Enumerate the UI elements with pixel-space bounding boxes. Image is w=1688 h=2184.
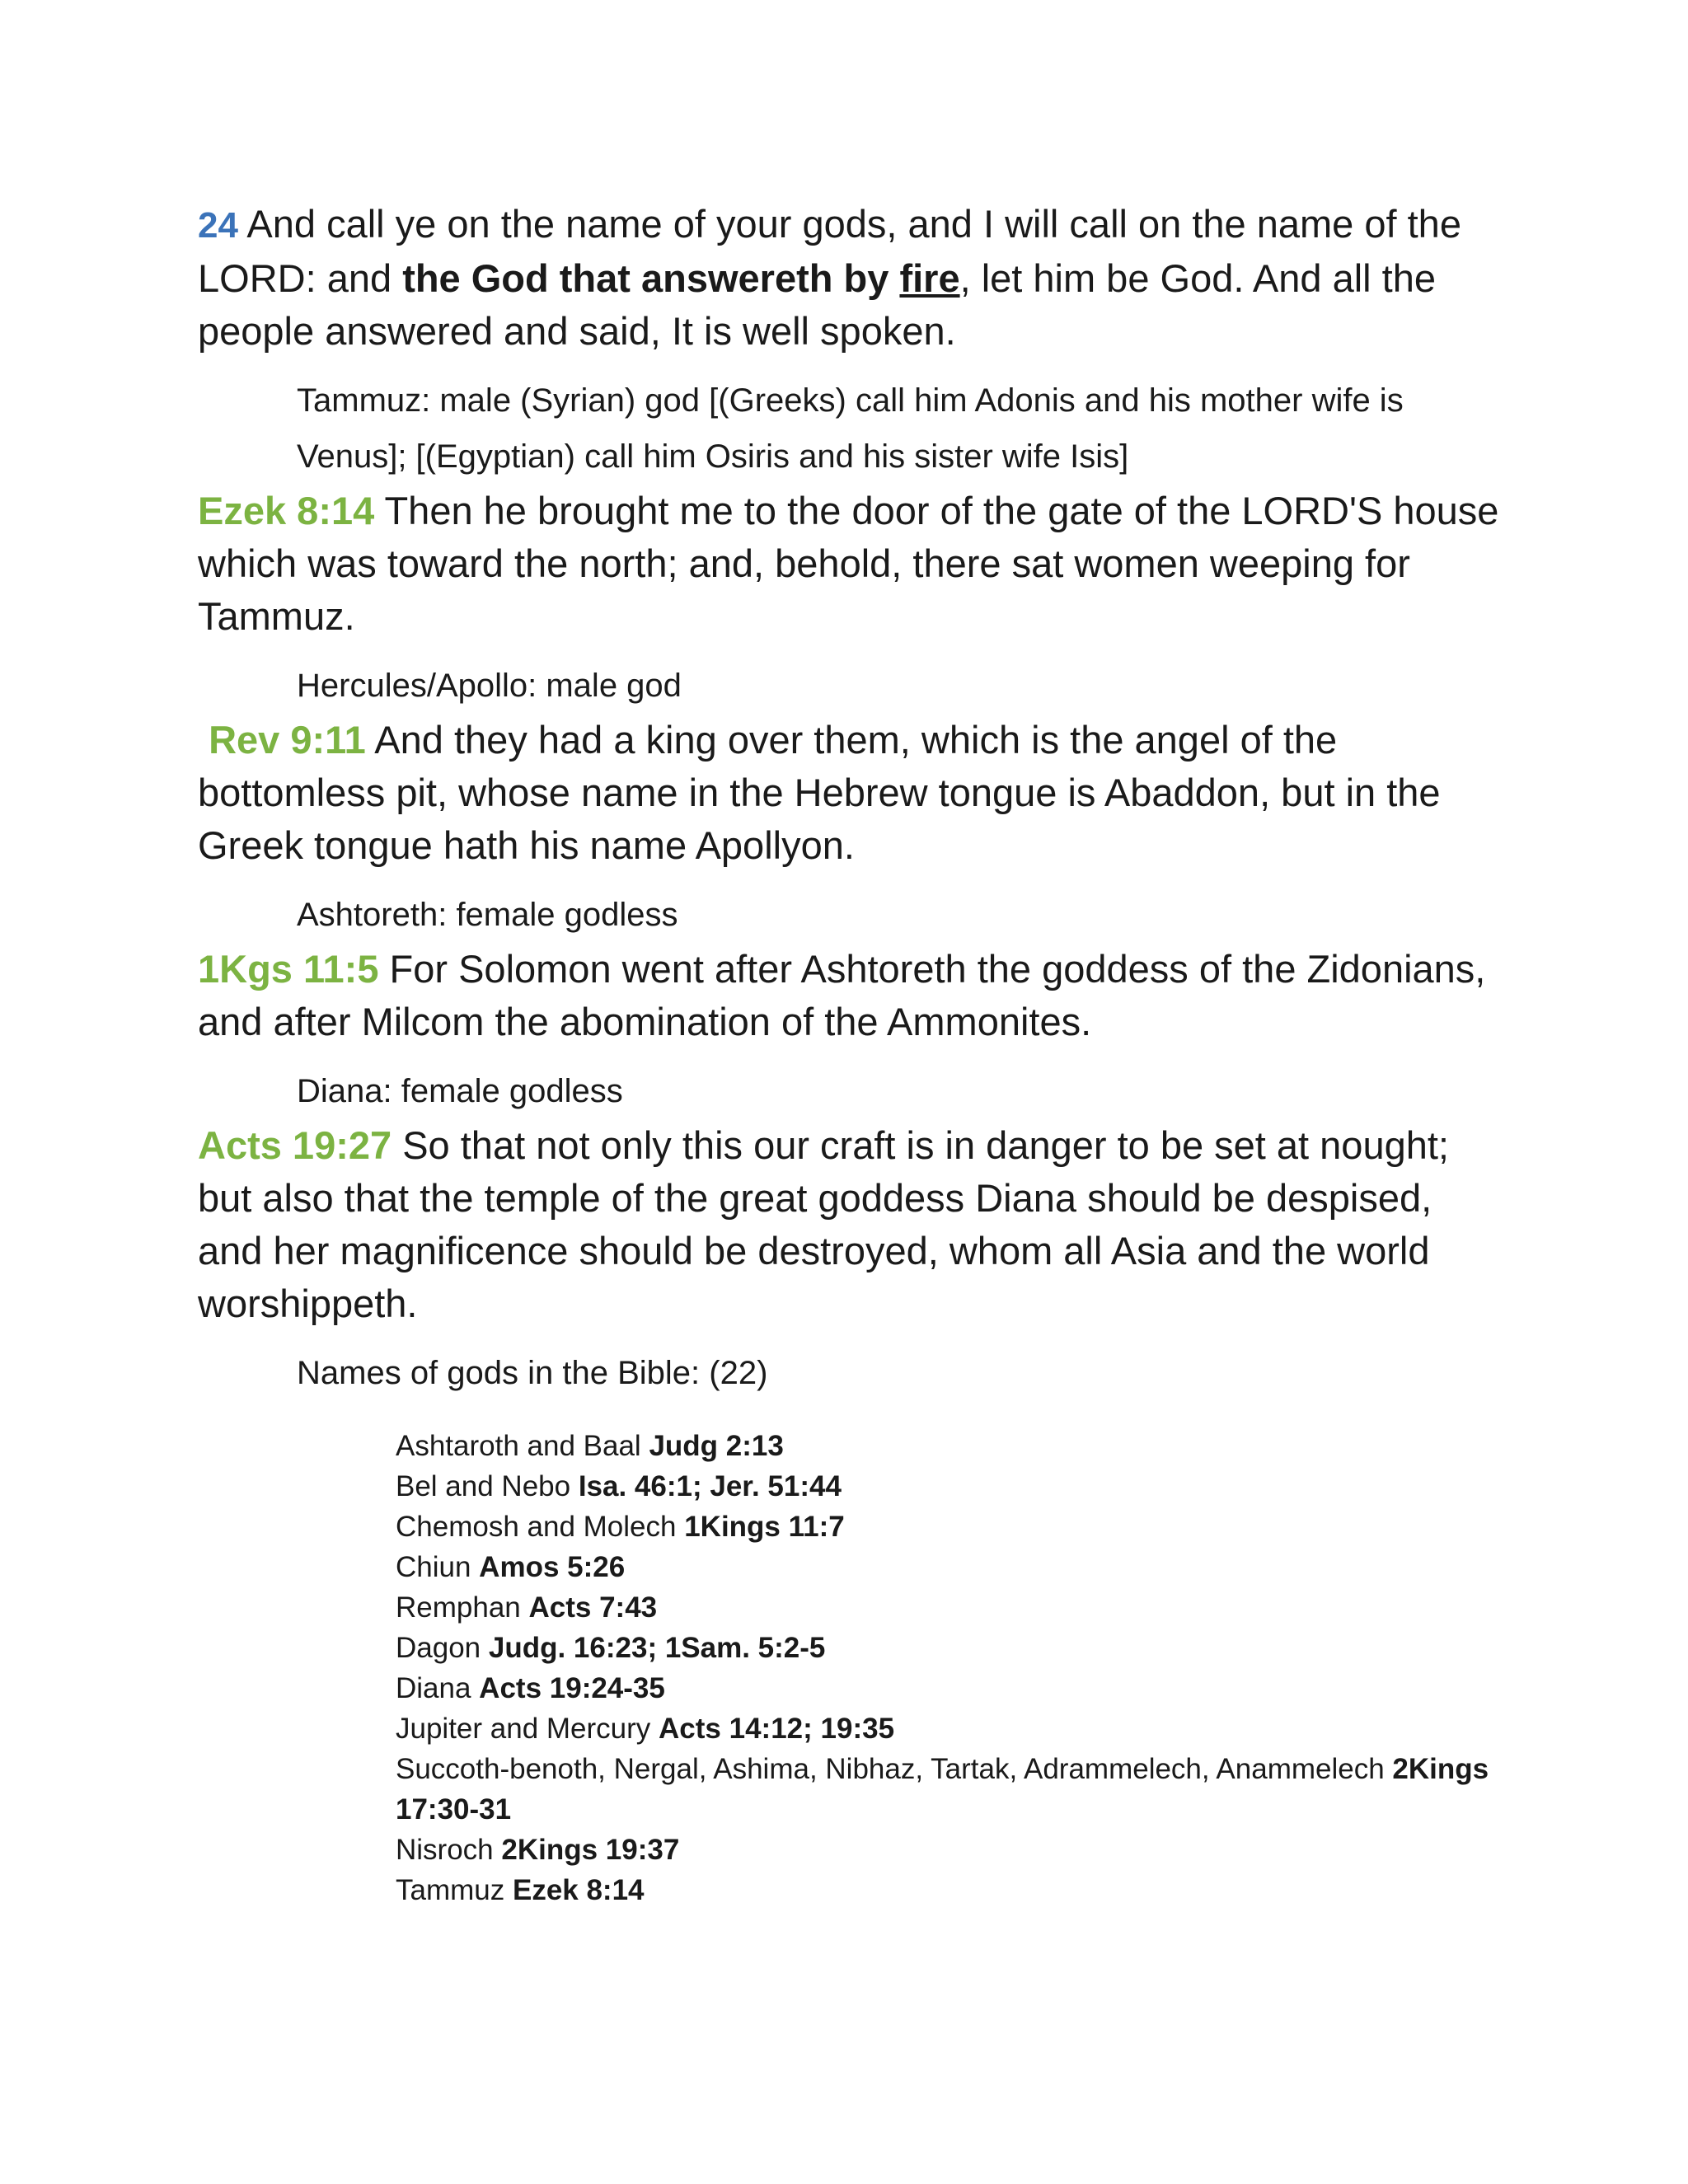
- verse-text: For Solomon went after Ashtoreth the goddess of the Zidonians, and after Milcom the abomination of the Ammonites.: [198, 947, 1486, 1043]
- verse-number: 24: [198, 205, 238, 246]
- verse-rev: [198, 714, 1500, 872]
- god-ref: Isa. 46:1; Jer. 51:44: [578, 1470, 842, 1502]
- verse-kgs: [198, 943, 1500, 1048]
- god-name: Succoth-benoth, Nergal, Ashima, Nibhaz, Tartak, Adrammelech, Anammelech: [396, 1753, 1393, 1785]
- list-item: [396, 1628, 1500, 1668]
- document-page: [198, 198, 1500, 1910]
- god-ref: Judg. 16:23; 1Sam. 5:2-5: [488, 1632, 826, 1664]
- god-name: Dagon: [396, 1632, 489, 1664]
- verse-24: [198, 198, 1500, 358]
- note-hercules: Hercules/Apollo: male god: [297, 668, 682, 704]
- list-item: [396, 1466, 1500, 1507]
- god-ref: 1Kings 11:7: [684, 1511, 845, 1543]
- verse-fire-text: fire: [899, 256, 960, 300]
- god-ref: Acts 19:24-35: [479, 1672, 665, 1704]
- note-ashtoreth: Ashtoreth: female godless: [297, 897, 678, 933]
- verse-ezek: [198, 485, 1500, 643]
- god-ref: Acts 14:12; 19:35: [659, 1713, 895, 1745]
- list-heading: Names of gods in the Bible: (22): [297, 1355, 768, 1391]
- verse-bold-text: the God that answereth by: [402, 256, 900, 300]
- list-item: [396, 1507, 1500, 1547]
- note-tammuz: [198, 373, 1500, 485]
- gods-list: [198, 1426, 1500, 1910]
- verse-text: And they had a king over them, which is the angel of the bottomless pit, whose name in the Hebrew tongue is Abaddon, but in the Greek tongue hath his name Apollyon.: [198, 718, 1441, 867]
- note-diana: Diana: female godless: [297, 1073, 623, 1109]
- god-ref: 2Kings 17:30-31: [396, 1753, 1489, 1825]
- god-ref: Amos 5:26: [479, 1551, 626, 1583]
- god-name: Bel and Nebo: [396, 1470, 579, 1502]
- verse-text: And call ye on the name of your gods, and I will call on the name of the LORD: and: [198, 202, 1461, 300]
- god-name: Remphan: [396, 1591, 529, 1624]
- verse-ref: Rev 9:11: [209, 718, 366, 762]
- verse-ref: 1Kgs 11:5: [198, 947, 379, 991]
- god-ref: Ezek 8:14: [512, 1874, 645, 1906]
- note-tammuz-line1: Tammuz: male (Syrian) god [(Greeks) call him Adonis and his mother wife is: [297, 382, 1404, 419]
- god-name: Jupiter and Mercury: [396, 1713, 659, 1745]
- list-item: [396, 1708, 1500, 1749]
- list-item: [396, 1830, 1500, 1870]
- verse-text: Then he brought me to the door of the gate of the LORD'S house which was toward the north; and, behold, there sat women weeping for Tammuz.: [198, 489, 1499, 638]
- list-item: [396, 1547, 1500, 1587]
- god-name: Diana: [396, 1672, 480, 1704]
- list-item: [396, 1668, 1500, 1708]
- verse-acts: [198, 1119, 1500, 1330]
- list-item: [396, 1749, 1500, 1830]
- god-ref: Judg 2:13: [649, 1430, 784, 1462]
- verse-ref: Acts 19:27: [198, 1123, 392, 1167]
- god-name: Chiun: [396, 1551, 480, 1583]
- verse-text: So that not only this our craft is in danger to be set at nought; but also that the temple of the great goddess Diana should be despised, and her magnificence should be destroyed, whom all Asia and the world worshippeth.: [198, 1123, 1449, 1325]
- list-item: [396, 1426, 1500, 1466]
- list-item: [396, 1870, 1500, 1910]
- god-name: Ashtaroth and Baal: [396, 1430, 649, 1462]
- list-item: [396, 1587, 1500, 1628]
- god-ref: Acts 7:43: [528, 1591, 658, 1624]
- god-name: Tammuz: [396, 1874, 513, 1906]
- verse-text-end: , let him be God. And all the people answered and said, It is well spoken.: [198, 256, 1436, 353]
- verse-ref: Ezek 8:14: [198, 489, 375, 532]
- god-name: Chemosh and Molech: [396, 1511, 685, 1543]
- god-ref: 2Kings 19:37: [501, 1834, 680, 1866]
- god-name: Nisroch: [396, 1834, 502, 1866]
- note-tammuz-line2: Venus]; [(Egyptian) call him Osiris and his sister wife Isis]: [297, 438, 1129, 475]
